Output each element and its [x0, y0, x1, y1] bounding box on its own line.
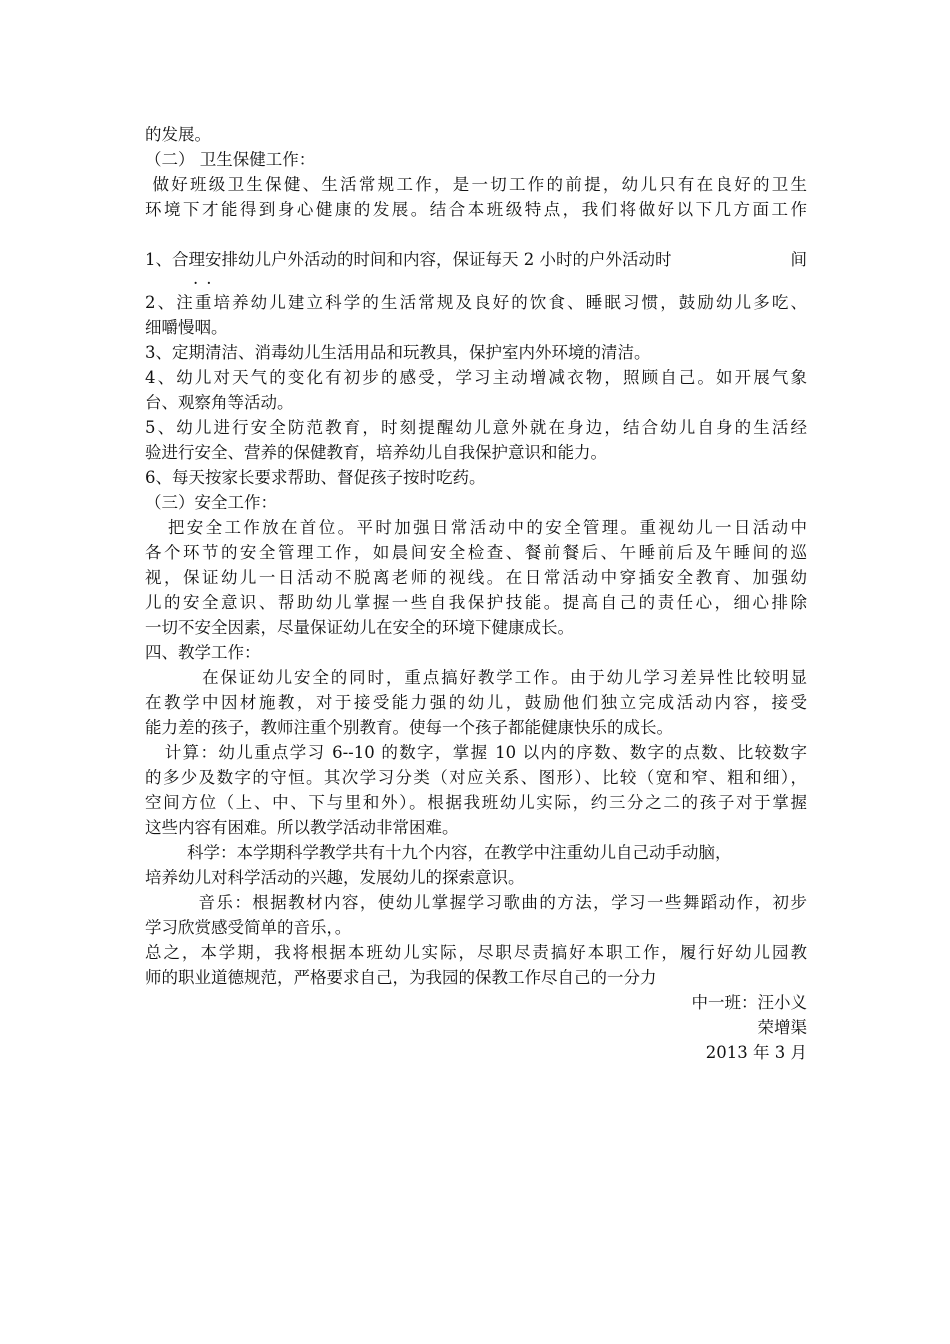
list-item-continuation: 验进行安全、营养的保健教育，培养幼儿自我保护意识和能力。 — [145, 443, 607, 462]
paragraph-line: 培养幼儿对科学活动的兴趣，发展幼儿的探索意识。 — [145, 868, 525, 887]
list-item: 6、每天按家长要求帮助、督促孩子按时吃药。 — [145, 468, 486, 487]
list-item: 5、幼儿进行安全防范教育，时刻提醒幼儿意外就在身边，结合幼儿自身的生活经 — [145, 418, 807, 437]
section-heading-safety: （三）安全工作： — [145, 493, 277, 512]
paragraph-line: 科学：本学期科学教学共有十九个内容，在教学中注重幼儿自己动手动脑， — [145, 843, 732, 862]
dot-marks: .. — [193, 269, 220, 288]
paragraph-line: 能力差的孩子，教师注重个别教育。使每一个孩子都能健康快乐的成长。 — [145, 718, 673, 737]
paragraph-line: 师的职业道德规范，严格要求自己，为我园的保教工作尽自己的一分力 — [145, 968, 657, 987]
list-item-continuation: 台、观察角等活动。 — [145, 393, 294, 412]
paragraph-line: 计算：幼儿重点学习 6--10 的数字，掌握 10 以内的序数、数字的点数、比较数字 — [145, 743, 807, 762]
signature-date: 2013 年 3 月 — [705, 1043, 807, 1062]
paragraph-line: 空间方位（上、中、下与里和外）。根据我班幼儿实际，约三分之二的孩子对于掌握 — [145, 793, 807, 812]
paragraph-line: 总之，本学期，我将根据本班幼儿实际，尽职尽责搞好本职工作，履行好幼儿园教 — [145, 943, 807, 962]
list-item: 2、注重培养幼儿建立科学的生活常规及良好的饮食、睡眠习惯，鼓励幼儿多吃、 — [145, 293, 807, 312]
list-item-continuation: 细嚼慢咽。 — [145, 318, 228, 337]
paragraph-line: 这些内容有困难。所以教学活动非常困难。 — [145, 818, 459, 837]
paragraph-line: 音乐：根据教材内容，使幼儿掌握学习歌曲的方法，学习一些舞蹈动作，初步 — [145, 893, 807, 912]
paragraph-line: 环境下才能得到身心健康的发展。结合本班级特点，我们将做好以下几方面工作 — [145, 200, 807, 219]
section-heading-hygiene: （二） 卫生保健工作： — [145, 150, 316, 169]
paragraph-line: 的多少及数字的守恒。其次学习分类（对应关系、图形）、比较（宽和窄、粗和细）， — [145, 768, 807, 787]
blank-line — [145, 222, 807, 247]
paragraph-line: 视，保证幼儿一日活动不脱离老师的视线。在日常活动中穿插安全教育、加强幼 — [145, 568, 807, 587]
paragraph-line: 在教学中因材施教，对于接受能力强的幼儿，鼓励他们独立完成活动内容，接受 — [145, 693, 807, 712]
paragraph-line: 各个环节的安全管理工作，如晨间安全检查、餐前餐后、午睡前后及午睡间的巡 — [145, 543, 807, 562]
paragraph-line: 把安全工作放在首位。平时加强日常活动中的安全管理。重视幼儿一日活动中 — [145, 518, 807, 537]
section-heading-teaching: 四、教学工作： — [145, 643, 261, 662]
paragraph-line: 在保证幼儿安全的同时，重点搞好教学工作。由于幼儿学习差异性比较明显 — [145, 668, 807, 687]
paragraph-line: 儿的安全意识、帮助幼儿掌握一些自我保护技能。提高自己的责任心，细心排除 — [145, 593, 807, 612]
list-item — [145, 247, 807, 272]
signature-class-teacher: 中一班：汪小义 — [691, 993, 807, 1012]
list-item-text-tail: 间 — [790, 250, 807, 269]
list-item: 4、幼儿对天气的变化有初步的感受，学习主动增减衣物，照顾自己。如开展气象 — [145, 368, 807, 387]
paragraph-line: 做好班级卫生保健、生活常规工作，是一切工作的前提，幼儿只有在良好的卫生 — [145, 175, 807, 194]
list-item: 3、定期清洁、消毒幼儿生活用品和玩教具，保护室内外环境的清洁。 — [145, 343, 651, 362]
paragraph-line: 学习欣赏感受简单的音乐，。 — [145, 918, 352, 937]
document-page — [145, 122, 807, 1065]
paragraph-line: 的发展。 — [145, 125, 211, 144]
paragraph-line: 一切不安全因素，尽量保证幼儿在安全的环境下健康成长。 — [145, 618, 574, 637]
list-item-text: 1、合理安排幼儿户外活动的时间和内容，保证每天 2 小时的户外活动时 — [145, 250, 672, 269]
signature-second-teacher: 荣增渠 — [757, 1018, 807, 1037]
